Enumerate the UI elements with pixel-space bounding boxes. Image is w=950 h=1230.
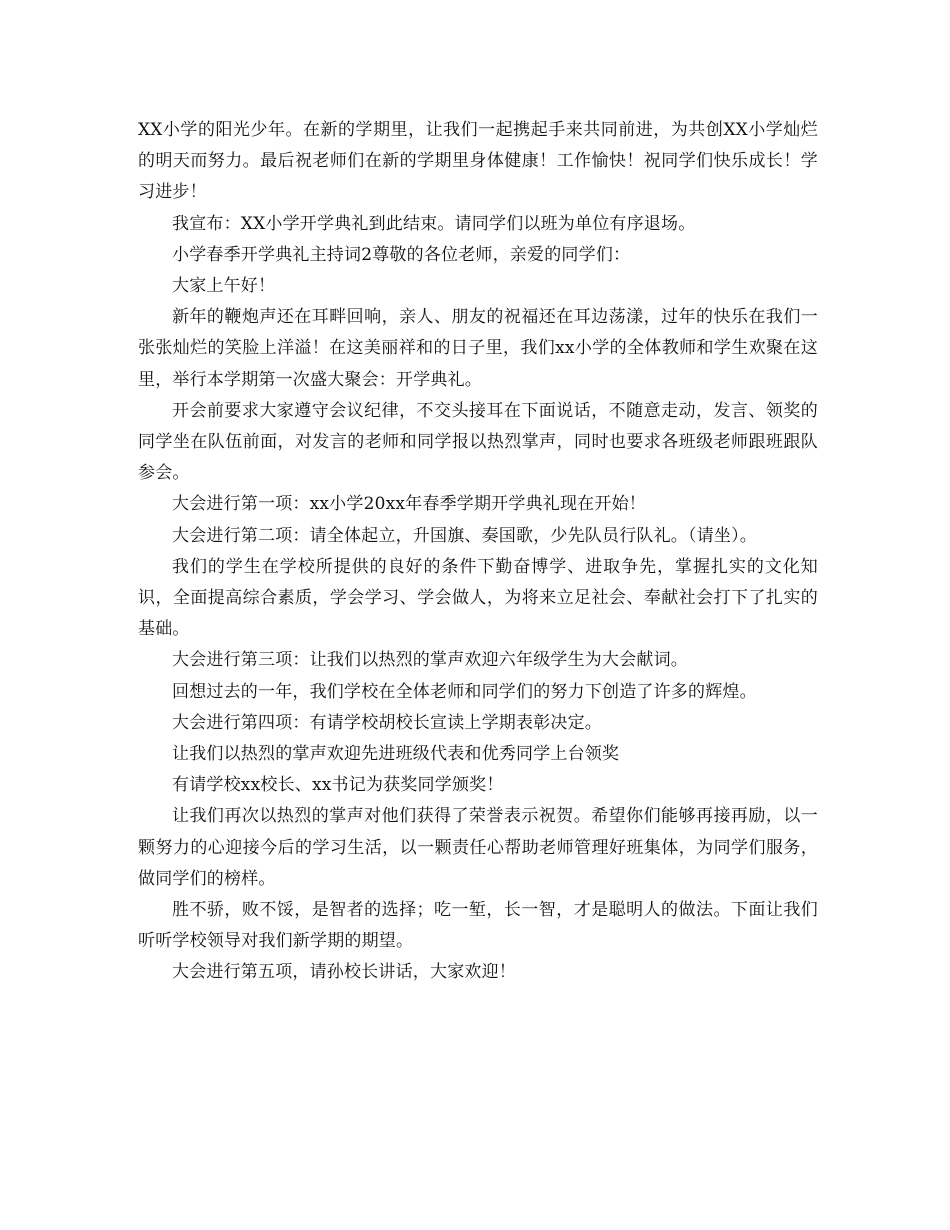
paragraph: 让我们以热烈的掌声欢迎先进班级代表和优秀同学上台领奖: [172, 744, 620, 765]
paragraph: 我们的学生在学校所提供的良好的条件下勤奋博学、进取争先，掌握扎实的文化知识，全面提高综合素质，学会学习、学会做人，为将来立足社会、奉献社会打下了扎实的基础。: [138, 556, 818, 640]
paragraph: XX小学的阳光少年。在新的学期里，让我们一起携起手来共同前进，为共创XX小学灿烂的明天而努力。最后祝老师们在新的学期里身体健康！工作愉快！祝同学们快乐成长！学习进步！: [138, 120, 818, 203]
paragraph: 小学春季开学典礼主持词2尊敬的各位老师，亲爱的同学们：: [172, 244, 631, 265]
paragraph: 新年的鞭炮声还在耳畔回响，亲人、朋友的祝福还在耳边荡漾，过年的快乐在我们一张张灿烂的笑脸上洋溢！在这美丽祥和的日子里，我们xx小学的全体教师和学生欢聚在这里，举行本学期第一次盛大聚会：开学典礼。: [138, 307, 818, 390]
paragraph: 有请学校xx校长、xx书记为获奖同学颁奖！: [172, 775, 504, 796]
paragraph: 大会进行第一项：xx小学20xx年春季学期开学典礼现在开始！: [172, 494, 646, 515]
document-body: [138, 115, 818, 989]
paragraph: 胜不骄，败不馁，是智者的选择；吃一堑，长一智，才是聪明人的做法。下面让我们听听学校领导对我们新学期的期望。: [138, 900, 818, 952]
paragraph: 让我们再次以热烈的掌声对他们获得了荣誉表示祝贺。希望你们能够再接再励，以一颗努力的心迎接今后的学习生活，以一颗责任心帮助老师管理好班集体，为同学们服务，做同学们的榜样。: [138, 806, 818, 889]
paragraph: 我宣布：XX小学开学典礼到此结束。请同学们以班为单位有序退场。: [172, 213, 696, 234]
paragraph: 大会进行第三项：让我们以热烈的掌声欢迎六年级学生为大会献词。: [172, 650, 688, 671]
paragraph: 大家上午好！: [172, 276, 276, 297]
paragraph: 回想过去的一年，我们学校在全体老师和同学们的努力下创造了许多的辉煌。: [172, 681, 757, 702]
paragraph: 大会进行第五项，请孙校长讲话，大家欢迎！: [172, 962, 516, 983]
paragraph: 大会进行第二项：请全体起立，升国旗、奏国歌，少先队员行队礼。（请坐）。: [172, 525, 757, 546]
paragraph: 大会进行第四项：有请学校胡校长宣读上学期表彰决定。: [172, 712, 602, 733]
paragraph: 开会前要求大家遵守会议纪律，不交头接耳在下面说话，不随意走动，发言、领奖的同学坐在队伍前面，对发言的老师和同学报以热烈掌声，同时也要求各班级老师跟班跟队参会。: [138, 400, 818, 484]
